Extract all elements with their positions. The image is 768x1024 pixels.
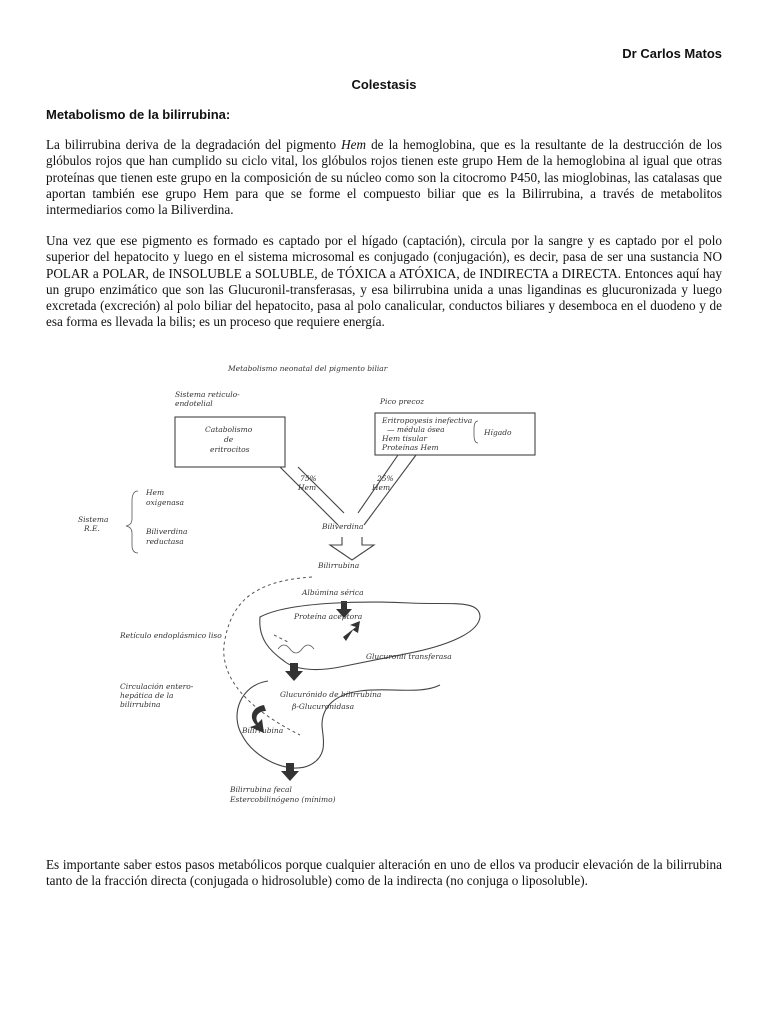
erythro-line-2: — médula ósea: [387, 425, 445, 434]
conjugation-arrow-icon: [285, 663, 303, 681]
label-sistema-reticulo-2: endotelial: [175, 399, 213, 408]
label-proteina: Proteína aceptora: [294, 612, 363, 621]
label-sistema-re-1: Sistema: [78, 515, 109, 524]
protein-arrow-icon: [343, 621, 360, 641]
document-title: Colestasis: [351, 77, 417, 92]
diagram-title: Metabolismo neonatal del pigmento biliar: [228, 364, 388, 373]
label-albumina: Albúmina sérica: [302, 588, 364, 597]
p1-hem-italic: Hem: [341, 137, 367, 152]
catabolism-line-1: Catabolismo: [205, 425, 253, 434]
label-circulacion-1: Circulación entero-: [120, 682, 194, 691]
fecal-arrow-icon: [281, 763, 299, 781]
paragraph-conjugation: Una vez que ese pigmento es formado es captado por el hígado (captación), circula por la sangre y es captado por el polo superior del hepatocito y luego en el sistema microsomal es conjugado (conjugación), es decir, pasa de ser una sustancia NO POLAR a POLAR, de INSOLUBLE a SOLUBLE, de TÓXICA a ATÓXICA, de INDIRECTA a DIRECTA. Entonces aquí hay un grupo enzimático que son las Glucuronil-transferasas, y esa bilirrubina unida a unas ligandinas es glucuronizada y luego excretada (excreción) al polo biliar del hepatocito, pasa al polo canalicular, conductos biliares y desemboca en el duodeno y de esa forma es llevada la bilis; es un proceso que requiere energía.: [46, 233, 722, 330]
erythro-line-1: Eritropoyesis inefectiva: [382, 416, 473, 425]
label-sistema-re-2: R.E.: [84, 524, 100, 533]
label-bilirrubina-top: Bilirrubina: [318, 561, 360, 570]
paragraph-origin: [46, 137, 722, 218]
label-biliverdina: Biliverdina: [322, 522, 364, 531]
label-bilirrubina-low: Bilirrubina: [242, 726, 284, 735]
label-75: 75%: [300, 474, 317, 483]
author-name: Dr Carlos Matos: [622, 46, 722, 61]
label-hem-left: Hem: [298, 483, 317, 492]
label-biliverdina-reductasa-2: reductasa: [146, 537, 184, 546]
re-brace: [126, 491, 138, 553]
section-heading: Metabolismo de la bilirrubina:: [46, 107, 231, 122]
catabolism-line-3: eritrocitos: [210, 445, 250, 454]
label-reticulo: Retículo endoplásmico liso: [120, 631, 222, 640]
label-fecal-1: Bilirrubina fecal: [230, 785, 292, 794]
label-glucuronidasa: β-Glucuronidasa: [292, 702, 355, 711]
er-squiggle: [278, 645, 314, 653]
label-hem-right: Hem: [372, 483, 391, 492]
label-circulacion-3: bilirrubina: [120, 700, 161, 709]
label-hem-oxigenasa-2: oxigenasa: [146, 498, 185, 507]
hollow-arrow-down: [330, 537, 374, 560]
p1-text-a: La bilirrubina deriva de la degradación del pigmento: [46, 137, 342, 152]
catabolism-line-2: de: [224, 435, 234, 444]
label-sistema-reticulo-1: Sistema reticulo-: [175, 390, 240, 399]
label-circulacion-2: hepática de la: [120, 691, 174, 700]
p1-text-b: de la hemoglobina, que es la resultante de la destrucción de los glóbulos rojos que han cumplido su ciclo vital, los glóbulos rojos tienen este grupo Hem de la hemoglobina al igual que otras proteínas que tienen este grupo en la composición de su núcleo como son la citocromo P450, las mioglobinas, las catalasas que aportan también ese grupo Hem para que se forme el compuesto biliar que es la Bilirrubina, a través de metabolitos intermediarios como la Biliverdina.: [46, 137, 722, 218]
liver-brace: [474, 421, 478, 443]
label-biliverdina-reductasa-1: Biliverdina: [146, 527, 188, 536]
label-glucuronido: Glucurónido de bilirrubina: [280, 690, 382, 699]
erythro-line-3: Hem tisular: [382, 434, 428, 443]
label-hem-oxigenasa-1: Hem: [146, 488, 165, 497]
label-25: 25%: [377, 474, 394, 483]
label-higado: Hígado: [484, 428, 512, 437]
paragraph-conclusion: Es importante saber estos pasos metabólicos porque cualquier alteración en uno de ellos va producir elevación de la bilirrubina tanto de la fracción directa (conjugada o hidrosoluble) como de la indirecta (no conjuga o liposoluble).: [46, 857, 722, 889]
erythro-line-4: Proteínas Hem: [382, 443, 439, 452]
label-fecal-2: Estercobilinógeno (mínimo): [230, 795, 336, 804]
label-glucuronil: Glucuronil transferasa: [366, 652, 452, 661]
reticulo-pointer: [274, 635, 290, 643]
label-pico-precoz: Pico precoz: [380, 397, 425, 406]
bilirubin-metabolism-diagram: [60, 355, 560, 815]
